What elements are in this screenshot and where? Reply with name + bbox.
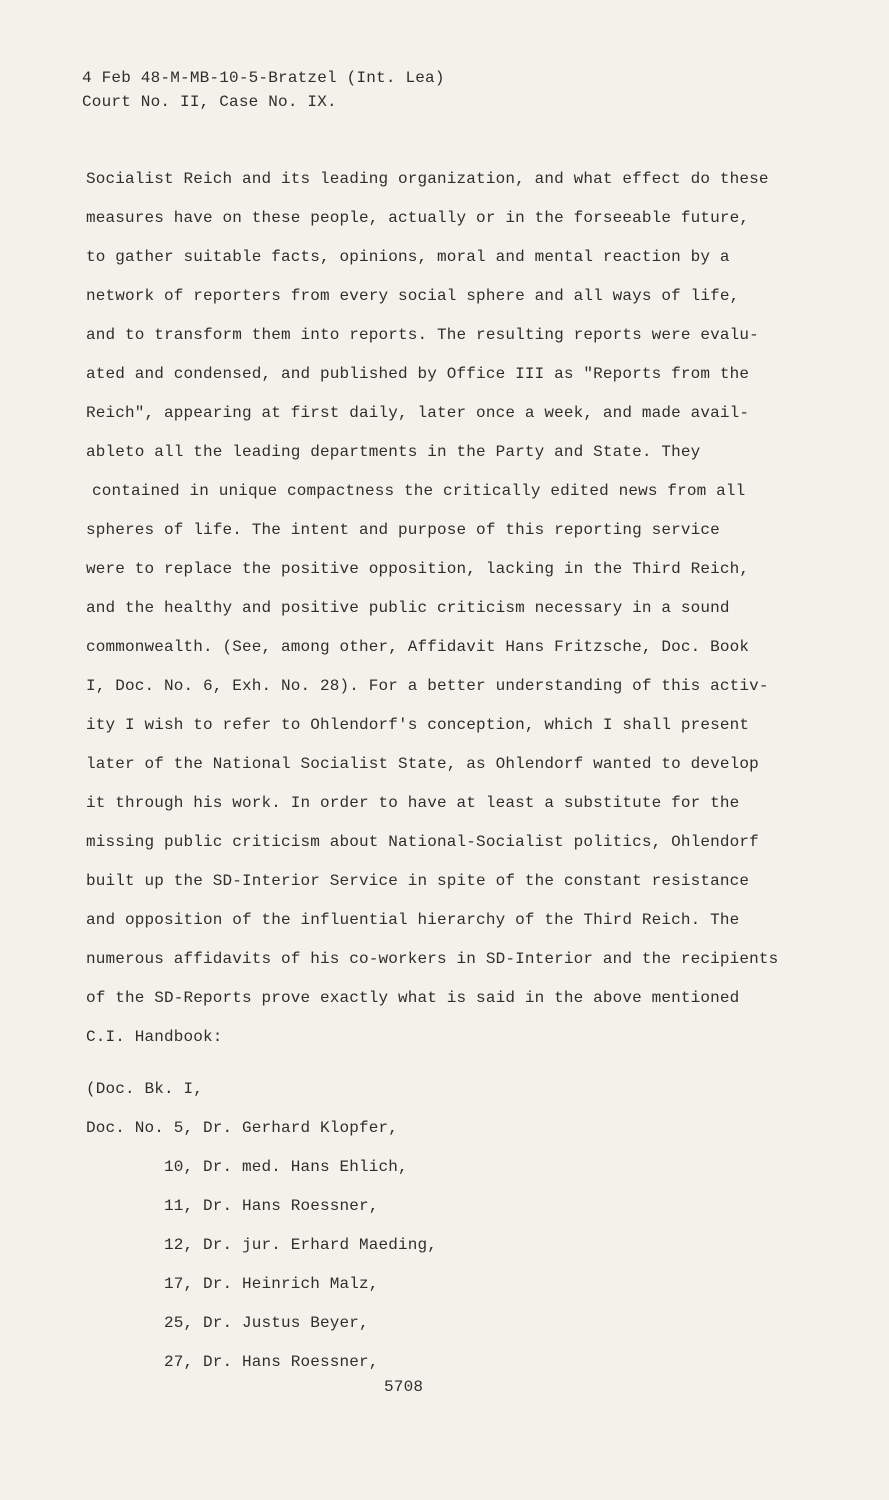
body-line: were to replace the positive opposition, lacking in the Third Reich, xyxy=(86,560,750,578)
body-line: numerous affidavits of his co-workers in SD-Interior and the recipients xyxy=(86,950,779,968)
body-line: later of the National Socialist State, as Ohlendorf wanted to develop xyxy=(86,755,759,773)
list-intro: (Doc. Bk. I, xyxy=(86,1080,204,1098)
body-line: it through his work. In order to have at least a substitute for the xyxy=(86,794,740,812)
body-line: ated and condensed, and published by Office III as "Reports from the xyxy=(86,365,750,383)
body-line: Reich", appearing at first daily, later once a week, and made avail- xyxy=(86,404,750,422)
page-number: 5708 xyxy=(384,1378,424,1396)
body-line: Socialist Reich and its leading organization, and what effect do these xyxy=(86,170,769,188)
body-line: to gather suitable facts, opinions, moral and mental reaction by a xyxy=(86,248,730,266)
list-item: 11, Dr. Hans Roessner, xyxy=(164,1197,379,1215)
body-line: spheres of life. The intent and purpose of this reporting service xyxy=(86,521,720,539)
body-line: measures have on these people, actually or in the forseeable future, xyxy=(86,209,750,227)
body-line: of the SD-Reports prove exactly what is said in the above mentioned xyxy=(86,989,740,1007)
body-line: ity I wish to refer to Ohlendorf's conception, which I shall present xyxy=(86,716,750,734)
body-line: and opposition of the influential hierarchy of the Third Reich. The xyxy=(86,911,740,929)
list-item: 12, Dr. jur. Erhard Maeding, xyxy=(164,1236,438,1254)
body-line: contained in unique compactness the critically edited news from all xyxy=(92,482,746,500)
document-header xyxy=(82,66,445,114)
list-item: 27, Dr. Hans Roessner, xyxy=(164,1353,379,1371)
body-line: I, Doc. No. 6, Exh. No. 28). For a better understanding of this activ- xyxy=(86,677,769,695)
list-item: 10, Dr. med. Hans Ehlich, xyxy=(164,1158,408,1176)
list-item: 25, Dr. Justus Beyer, xyxy=(164,1314,369,1332)
list-item: 17, Dr. Heinrich Malz, xyxy=(164,1275,379,1293)
body-line: network of reporters from every social sphere and all ways of life, xyxy=(86,287,740,305)
header-reference-line: 4 Feb 48-M-MB-10-5-Bratzel (Int. Lea) xyxy=(82,69,445,87)
list-item: Doc. No. 5, Dr. Gerhard Klopfer, xyxy=(86,1119,399,1137)
body-line: C.I. Handbook: xyxy=(86,1028,223,1046)
affidavit-list xyxy=(86,1070,786,1382)
body-line: built up the SD-Interior Service in spite of the constant resistance xyxy=(86,872,750,890)
body-line: ableto all the leading departments in the Party and State. They xyxy=(86,443,701,461)
body-line: and to transform them into reports. The resulting reports were evalu- xyxy=(86,326,759,344)
body-line: and the healthy and positive public criticism necessary in a sound xyxy=(86,599,730,617)
header-court-line: Court No. II, Case No. IX. xyxy=(82,93,337,111)
body-line: missing public criticism about National-Socialist politics, Ohlendorf xyxy=(86,833,759,851)
body-line: commonwealth. (See, among other, Affidavit Hans Fritzsche, Doc. Book xyxy=(86,638,750,656)
body-paragraph xyxy=(86,160,786,1057)
